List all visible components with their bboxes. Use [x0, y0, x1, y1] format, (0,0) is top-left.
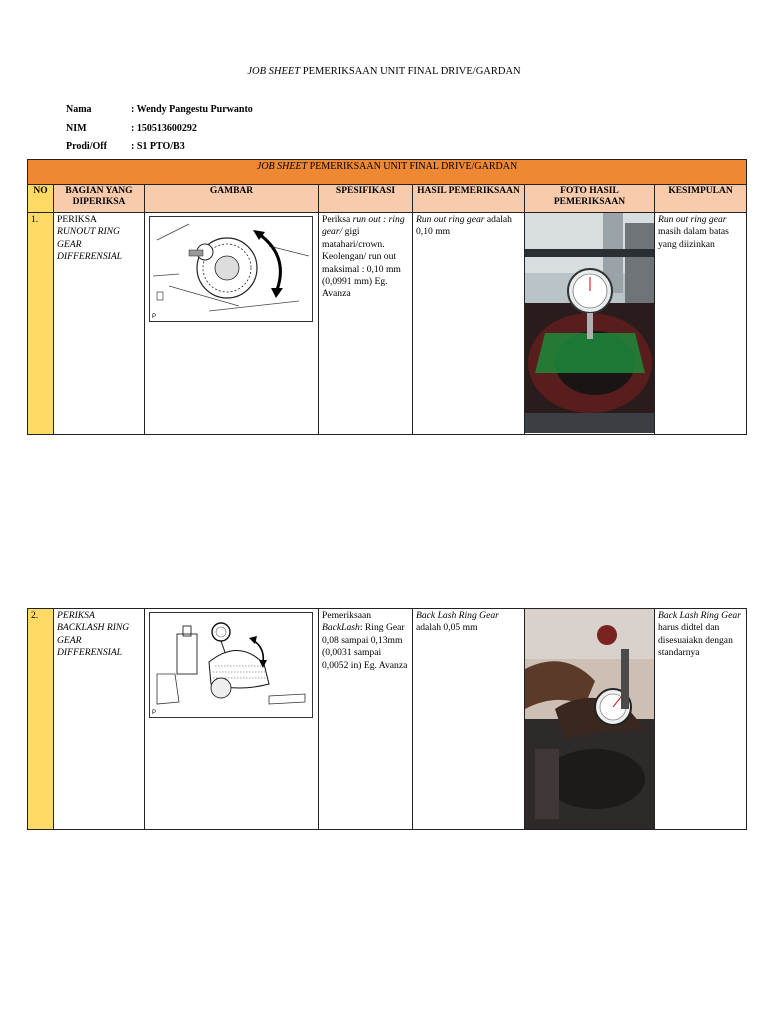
row-no: 1.: [28, 213, 54, 435]
row-spesifikasi: [319, 609, 413, 830]
row-hasil: [413, 609, 525, 830]
row-hasil: [413, 213, 525, 435]
kes-italic: Run out ring gear: [658, 214, 727, 225]
job-sheet-table-2: [27, 608, 747, 830]
row-gambar: [145, 609, 319, 830]
spes-text-rest: : Ring Gear 0,08 sampai 0,13mm (0,0031 sampai 0,0052 in) Eg. Avanza: [322, 622, 408, 671]
runout-drawing: [149, 216, 313, 322]
header-foto: FOTO HASIL PEMERIKSAAN: [525, 185, 655, 213]
backlash-drawing: [149, 612, 313, 718]
row-foto: [525, 609, 655, 830]
info-nim: [66, 123, 197, 134]
table-row: [28, 213, 747, 435]
spes-text: Pemeriksaan: [322, 610, 372, 621]
table-header-row: [28, 185, 747, 213]
kes-italic: Back Lash Ring Gear: [658, 610, 741, 621]
info-value: : S1 PTO/B3: [131, 141, 185, 152]
row-bagian: [54, 213, 145, 435]
table-title-italic: JOB SHEET: [256, 161, 308, 172]
bagian-italic: PERIKSA BACKLASH RING GEAR DIFFERENSIAL: [57, 610, 130, 659]
info-label: NIM: [66, 123, 87, 134]
row-kesimpulan: [655, 609, 747, 830]
drawing-label: P: [152, 710, 157, 716]
page-title: [0, 66, 768, 77]
page-title-rest: PEMERIKSAAN UNIT FINAL DRIVE/GARDAN: [300, 66, 521, 77]
table-title-rest: PEMERIKSAAN UNIT FINAL DRIVE/GARDAN: [307, 161, 518, 172]
row-gambar: [145, 213, 319, 435]
info-label: Nama: [66, 104, 92, 115]
info-nama: [66, 104, 253, 115]
row-spesifikasi: [319, 213, 413, 435]
runout-photo: [525, 213, 655, 433]
hasil-italic: Run out ring gear: [416, 214, 485, 225]
hasil-rest: adalah 0,05 mm: [416, 622, 478, 634]
spes-text: Periksa: [322, 214, 353, 225]
info-prodi: [66, 141, 185, 152]
page-title-italic: JOB SHEET: [247, 66, 301, 77]
spes-text-rest: gigi matahari/crown. Keolengan/ run out maksimal : 0,10 mm (0,0991 mm) Eg. Avanza: [322, 226, 401, 300]
header-spesifikasi: SPESIFIKASI: [319, 185, 413, 213]
table-title-row: [28, 160, 747, 185]
kes-rest: harus didtel dan disesuaiakn dengan standarnya: [658, 622, 733, 659]
job-sheet-table-1: [27, 159, 747, 435]
row-kesimpulan: [655, 213, 747, 435]
info-label: Prodi/Off: [66, 141, 107, 152]
info-value: : 150513600292: [131, 123, 197, 134]
hasil-rest: adalah 0,10 mm: [416, 214, 512, 238]
spes-italic: run out : ring gear/: [322, 214, 405, 238]
bagian-plain: PERIKSA: [57, 214, 97, 225]
header-bagian: BAGIAN YANG DIPERIKSA: [54, 185, 145, 213]
row-no: 2.: [28, 609, 54, 830]
header-kesimpulan: KESIMPULAN: [655, 185, 747, 213]
row-foto: [525, 213, 655, 435]
row-bagian: [54, 609, 145, 830]
backlash-photo: [525, 609, 655, 829]
bagian-italic: RUNOUT RING GEAR DIFFERENSIAL: [57, 226, 123, 263]
header-gambar: GAMBAR: [145, 185, 319, 213]
hasil-italic: Back Lash Ring Gear: [416, 610, 499, 621]
kes-rest: masih dalam batas yang diizinkan: [658, 226, 729, 250]
table-row: [28, 609, 747, 830]
drawing-label: P: [152, 314, 157, 320]
info-value: : Wendy Pangestu Purwanto: [131, 104, 253, 115]
header-no: NO: [28, 185, 54, 213]
table-title: [28, 160, 747, 185]
spes-italic: BackLash: [322, 622, 360, 634]
header-hasil: HASIL PEMERIKSAAN: [413, 185, 525, 213]
